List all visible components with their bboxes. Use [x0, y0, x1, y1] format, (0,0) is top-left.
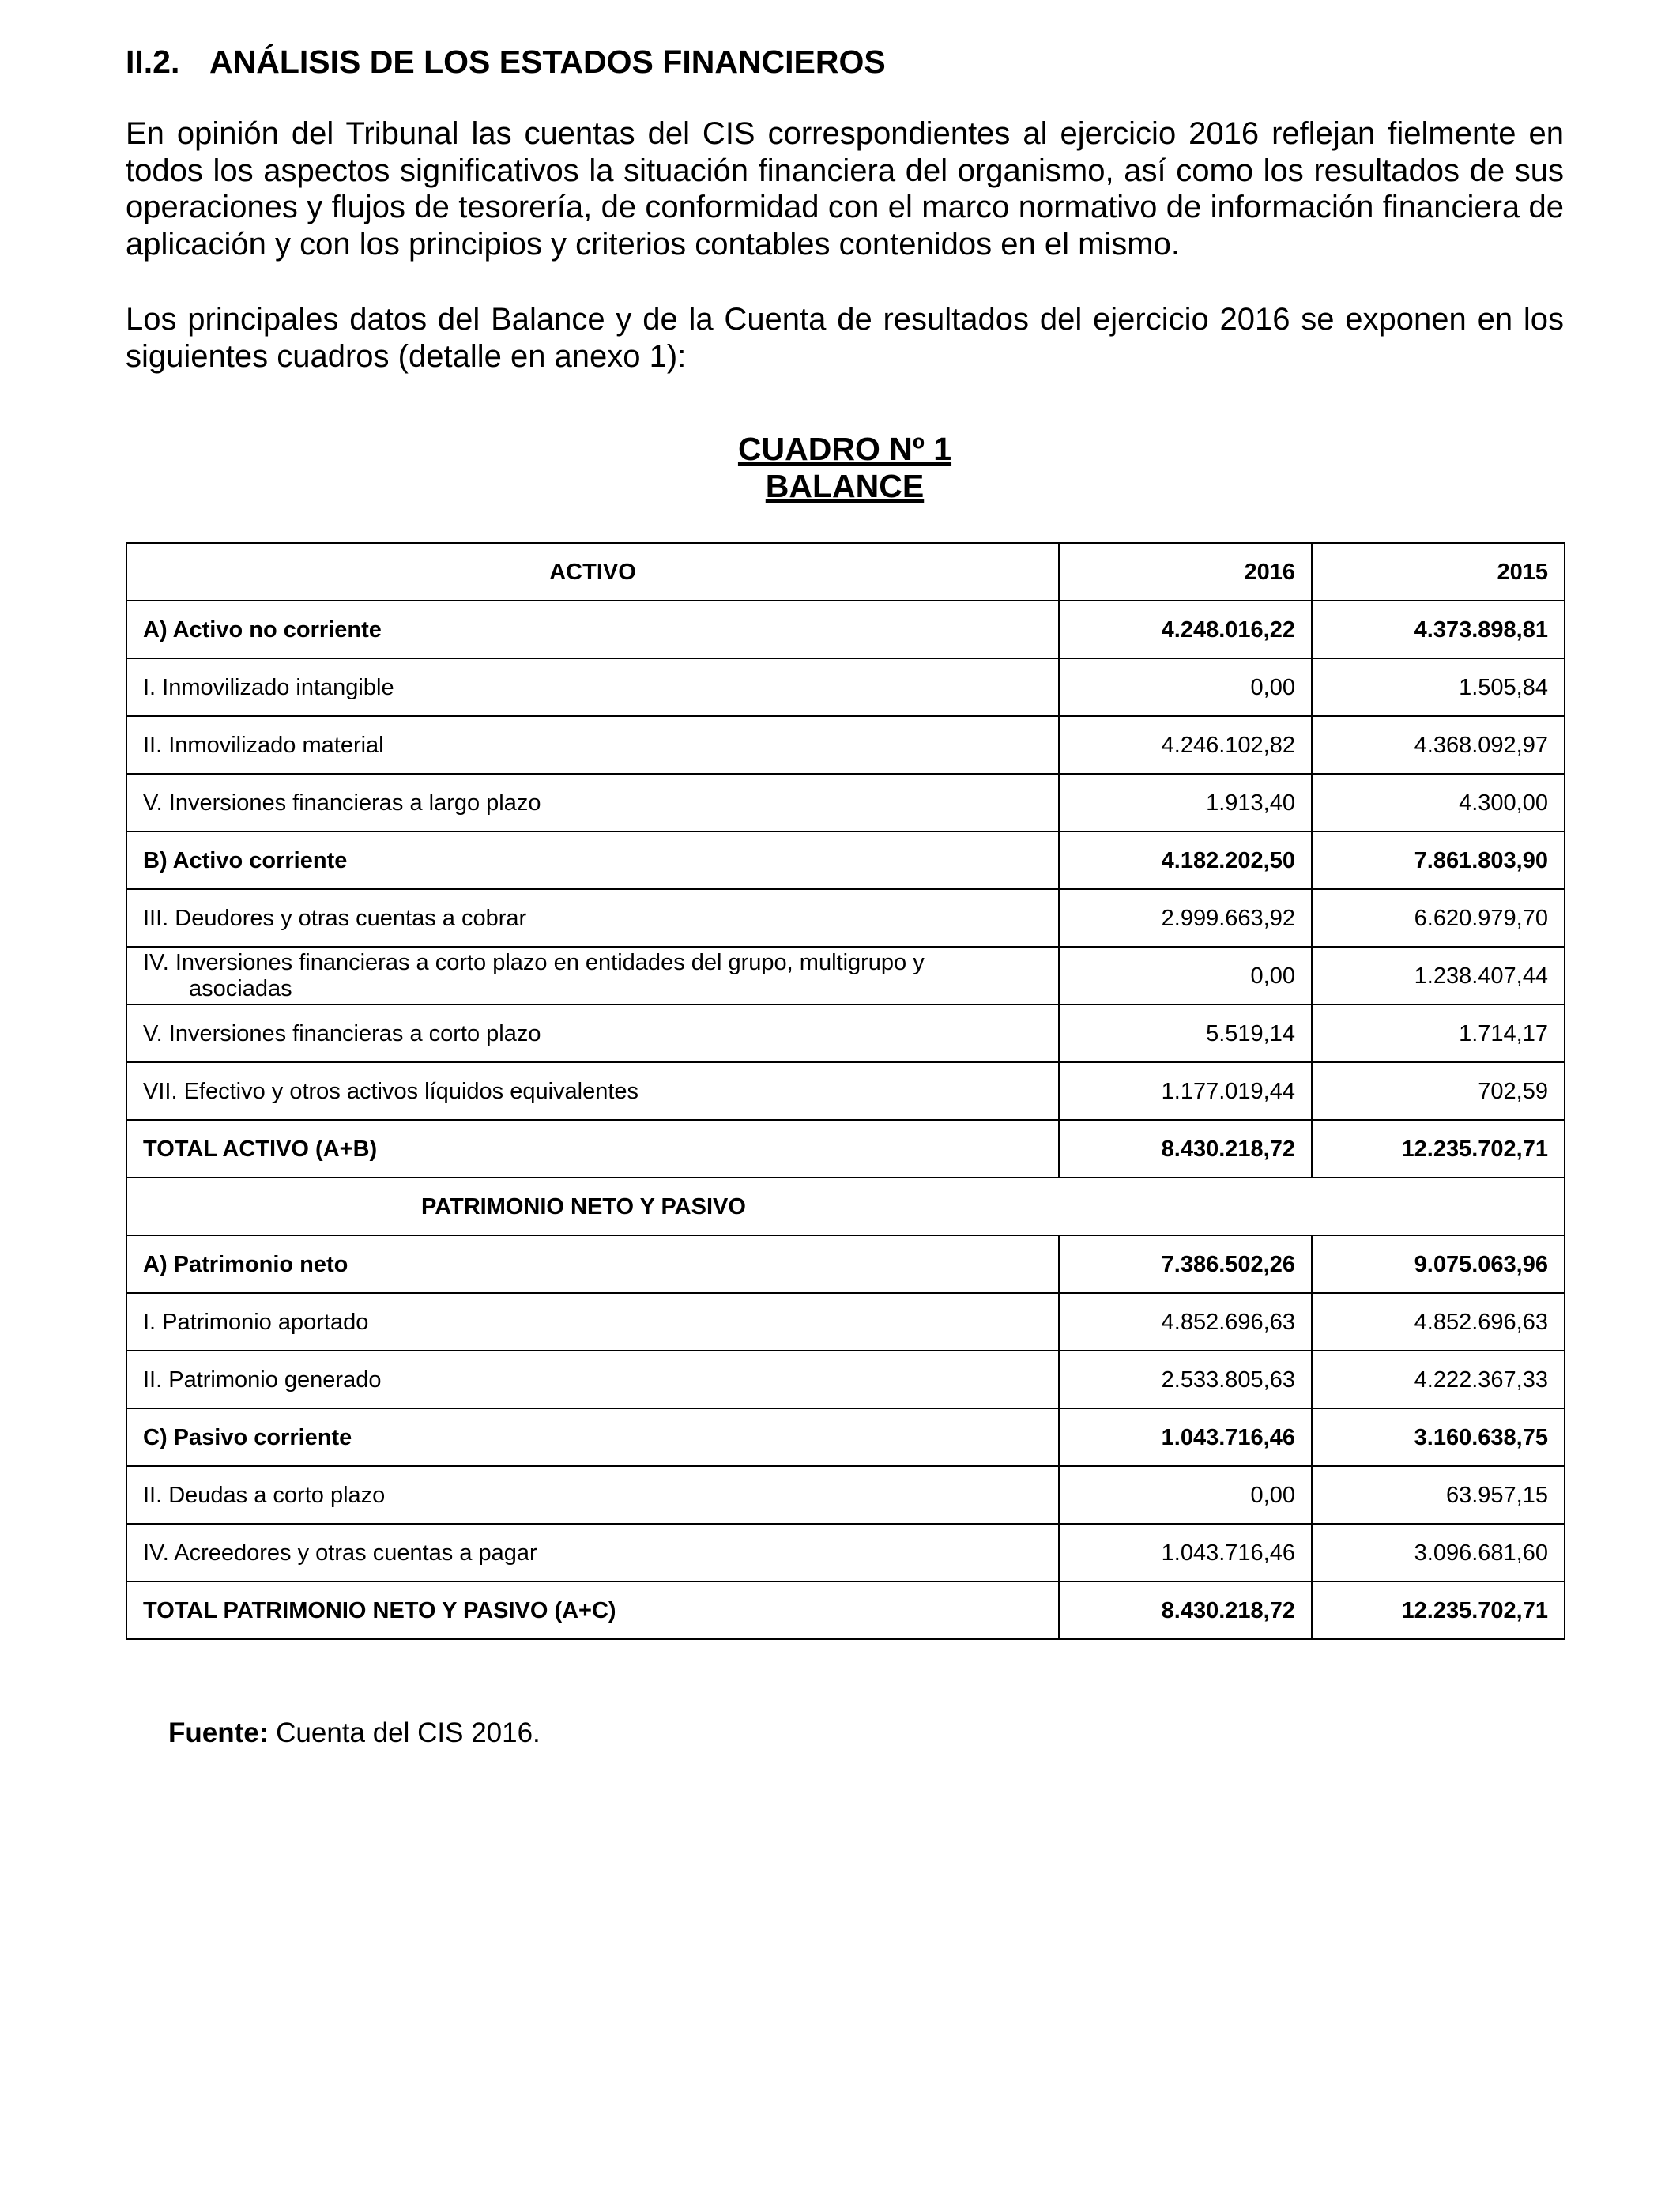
row-label [126, 947, 1059, 1005]
row-value-2015: 7.861.803,90 [1312, 831, 1565, 889]
table-row [126, 1408, 1565, 1466]
row-value-2016: 0,00 [1059, 947, 1312, 1005]
row-value-2015: 9.075.063,96 [1312, 1235, 1565, 1293]
section-number: II.2. [126, 43, 180, 80]
row-label: II. Inmovilizado material [126, 716, 1059, 774]
row-label: TOTAL ACTIVO (A+B) [126, 1120, 1059, 1178]
row-value-2015: 4.222.367,33 [1312, 1351, 1565, 1408]
balance-table [126, 542, 1565, 1640]
row-label: V. Inversiones financieras a corto plazo [126, 1005, 1059, 1062]
row-value-2016: 4.852.696,63 [1059, 1293, 1312, 1351]
table-row [126, 889, 1565, 947]
row-label: III. Deudores y otras cuentas a cobrar [126, 889, 1059, 947]
row-label: II. Patrimonio generado [126, 1351, 1059, 1408]
table-row [126, 1293, 1565, 1351]
row-label: C) Pasivo corriente [126, 1408, 1059, 1466]
row-value-2015: 3.160.638,75 [1312, 1408, 1565, 1466]
source-label: Fuente: [168, 1717, 269, 1748]
row-value-2015: 1.714,17 [1312, 1005, 1565, 1062]
row-value-2016: 4.248.016,22 [1059, 601, 1312, 658]
table-row [126, 1062, 1565, 1120]
row-value-2016: 8.430.218,72 [1059, 1581, 1312, 1639]
row-value-2016: 1.043.716,46 [1059, 1408, 1312, 1466]
source-note [168, 1716, 541, 1751]
row-value-2016: 0,00 [1059, 1466, 1312, 1524]
row-label: IV. Acreedores y otras cuentas a pagar [126, 1524, 1059, 1581]
row-label: I. Patrimonio aportado [126, 1293, 1059, 1351]
row-value-2015: 4.373.898,81 [1312, 601, 1565, 658]
row-value-2016: 4.246.102,82 [1059, 716, 1312, 774]
table-row [126, 1005, 1565, 1062]
table-row [126, 1466, 1565, 1524]
row-value-2016: 5.519,14 [1059, 1005, 1312, 1062]
row-value-2015: 12.235.702,71 [1312, 1581, 1565, 1639]
row-value-2015: 6.620.979,70 [1312, 889, 1565, 947]
table-row [126, 774, 1565, 831]
row-value-2016: 8.430.218,72 [1059, 1120, 1312, 1178]
table-row [126, 601, 1565, 658]
table-row [126, 831, 1565, 889]
row-label: TOTAL PATRIMONIO NETO Y PASIVO (A+C) [126, 1581, 1059, 1639]
row-label: II. Deudas a corto plazo [126, 1466, 1059, 1524]
row-value-2016: 4.182.202,50 [1059, 831, 1312, 889]
row-value-2016: 2.999.663,92 [1059, 889, 1312, 947]
row-value-2016: 1.177.019,44 [1059, 1062, 1312, 1120]
row-value-2015: 1.505,84 [1312, 658, 1565, 716]
row-value-2016: 7.386.502,26 [1059, 1235, 1312, 1293]
header-activo: ACTIVO [126, 543, 1059, 601]
row-value-2015: 63.957,15 [1312, 1466, 1565, 1524]
table-row [126, 658, 1565, 716]
table-title-number: CUADRO Nº 1 [737, 431, 952, 467]
row-value-2015: 4.368.092,97 [1312, 716, 1565, 774]
row-value-2015: 3.096.681,60 [1312, 1524, 1565, 1581]
subheader-patrimonio-pasivo: PATRIMONIO NETO Y PASIVO [126, 1178, 1565, 1235]
row-value-2015: 4.852.696,63 [1312, 1293, 1565, 1351]
table-subheader-row [126, 1178, 1565, 1235]
table-row [126, 716, 1565, 774]
table-row [126, 947, 1565, 1005]
row-label: B) Activo corriente [126, 831, 1059, 889]
row-value-2016: 0,00 [1059, 658, 1312, 716]
row-label: VII. Efectivo y otros activos líquidos equivalentes [126, 1062, 1059, 1120]
table-row [126, 1351, 1565, 1408]
table-row [126, 1524, 1565, 1581]
table-header-row [126, 543, 1565, 601]
row-label: V. Inversiones financieras a largo plazo [126, 774, 1059, 831]
table-title-name: BALANCE [765, 468, 925, 504]
paragraph-opinion: En opinión del Tribunal las cuentas del CIS correspondientes al ejercicio 2016 reflejan fielmente en todos los aspectos significativos la situación financiera del organismo, así como los resultados de sus operaciones y flujos de tesorería, de conformidad con el marco normativo de información financiera de aplicación y con los principios y criterios contables contenidos en el mismo. [126, 116, 1564, 262]
header-year-2016: 2016 [1059, 543, 1312, 601]
row-value-2015: 4.300,00 [1312, 774, 1565, 831]
row-value-2016: 1.913,40 [1059, 774, 1312, 831]
row-value-2015: 702,59 [1312, 1062, 1565, 1120]
row-label: I. Inmovilizado intangible [126, 658, 1059, 716]
row-label: A) Activo no corriente [126, 601, 1059, 658]
row-value-2015: 1.238.407,44 [1312, 947, 1565, 1005]
row-value-2016: 2.533.805,63 [1059, 1351, 1312, 1408]
table-row-total [126, 1120, 1565, 1178]
row-label-line1: IV. Inversiones financieras a corto plazo en entidades del grupo, multigrupo y [143, 949, 925, 975]
row-label-line2: asociadas [189, 975, 292, 1001]
paragraph-intro: Los principales datos del Balance y de la Cuenta de resultados del ejercicio 2016 se exponen en los siguientes cuadros (detalle en anexo 1): [126, 302, 1564, 374]
header-year-2015: 2015 [1312, 543, 1565, 601]
section-heading [126, 40, 1564, 84]
table-row-total [126, 1581, 1565, 1639]
section-title: ANÁLISIS DE LOS ESTADOS FINANCIEROS [209, 43, 886, 80]
table-row [126, 1235, 1565, 1293]
row-label: A) Patrimonio neto [126, 1235, 1059, 1293]
row-value-2016: 1.043.716,46 [1059, 1524, 1312, 1581]
source-text: Cuenta del CIS 2016. [268, 1717, 541, 1748]
row-value-2015: 12.235.702,71 [1312, 1120, 1565, 1178]
